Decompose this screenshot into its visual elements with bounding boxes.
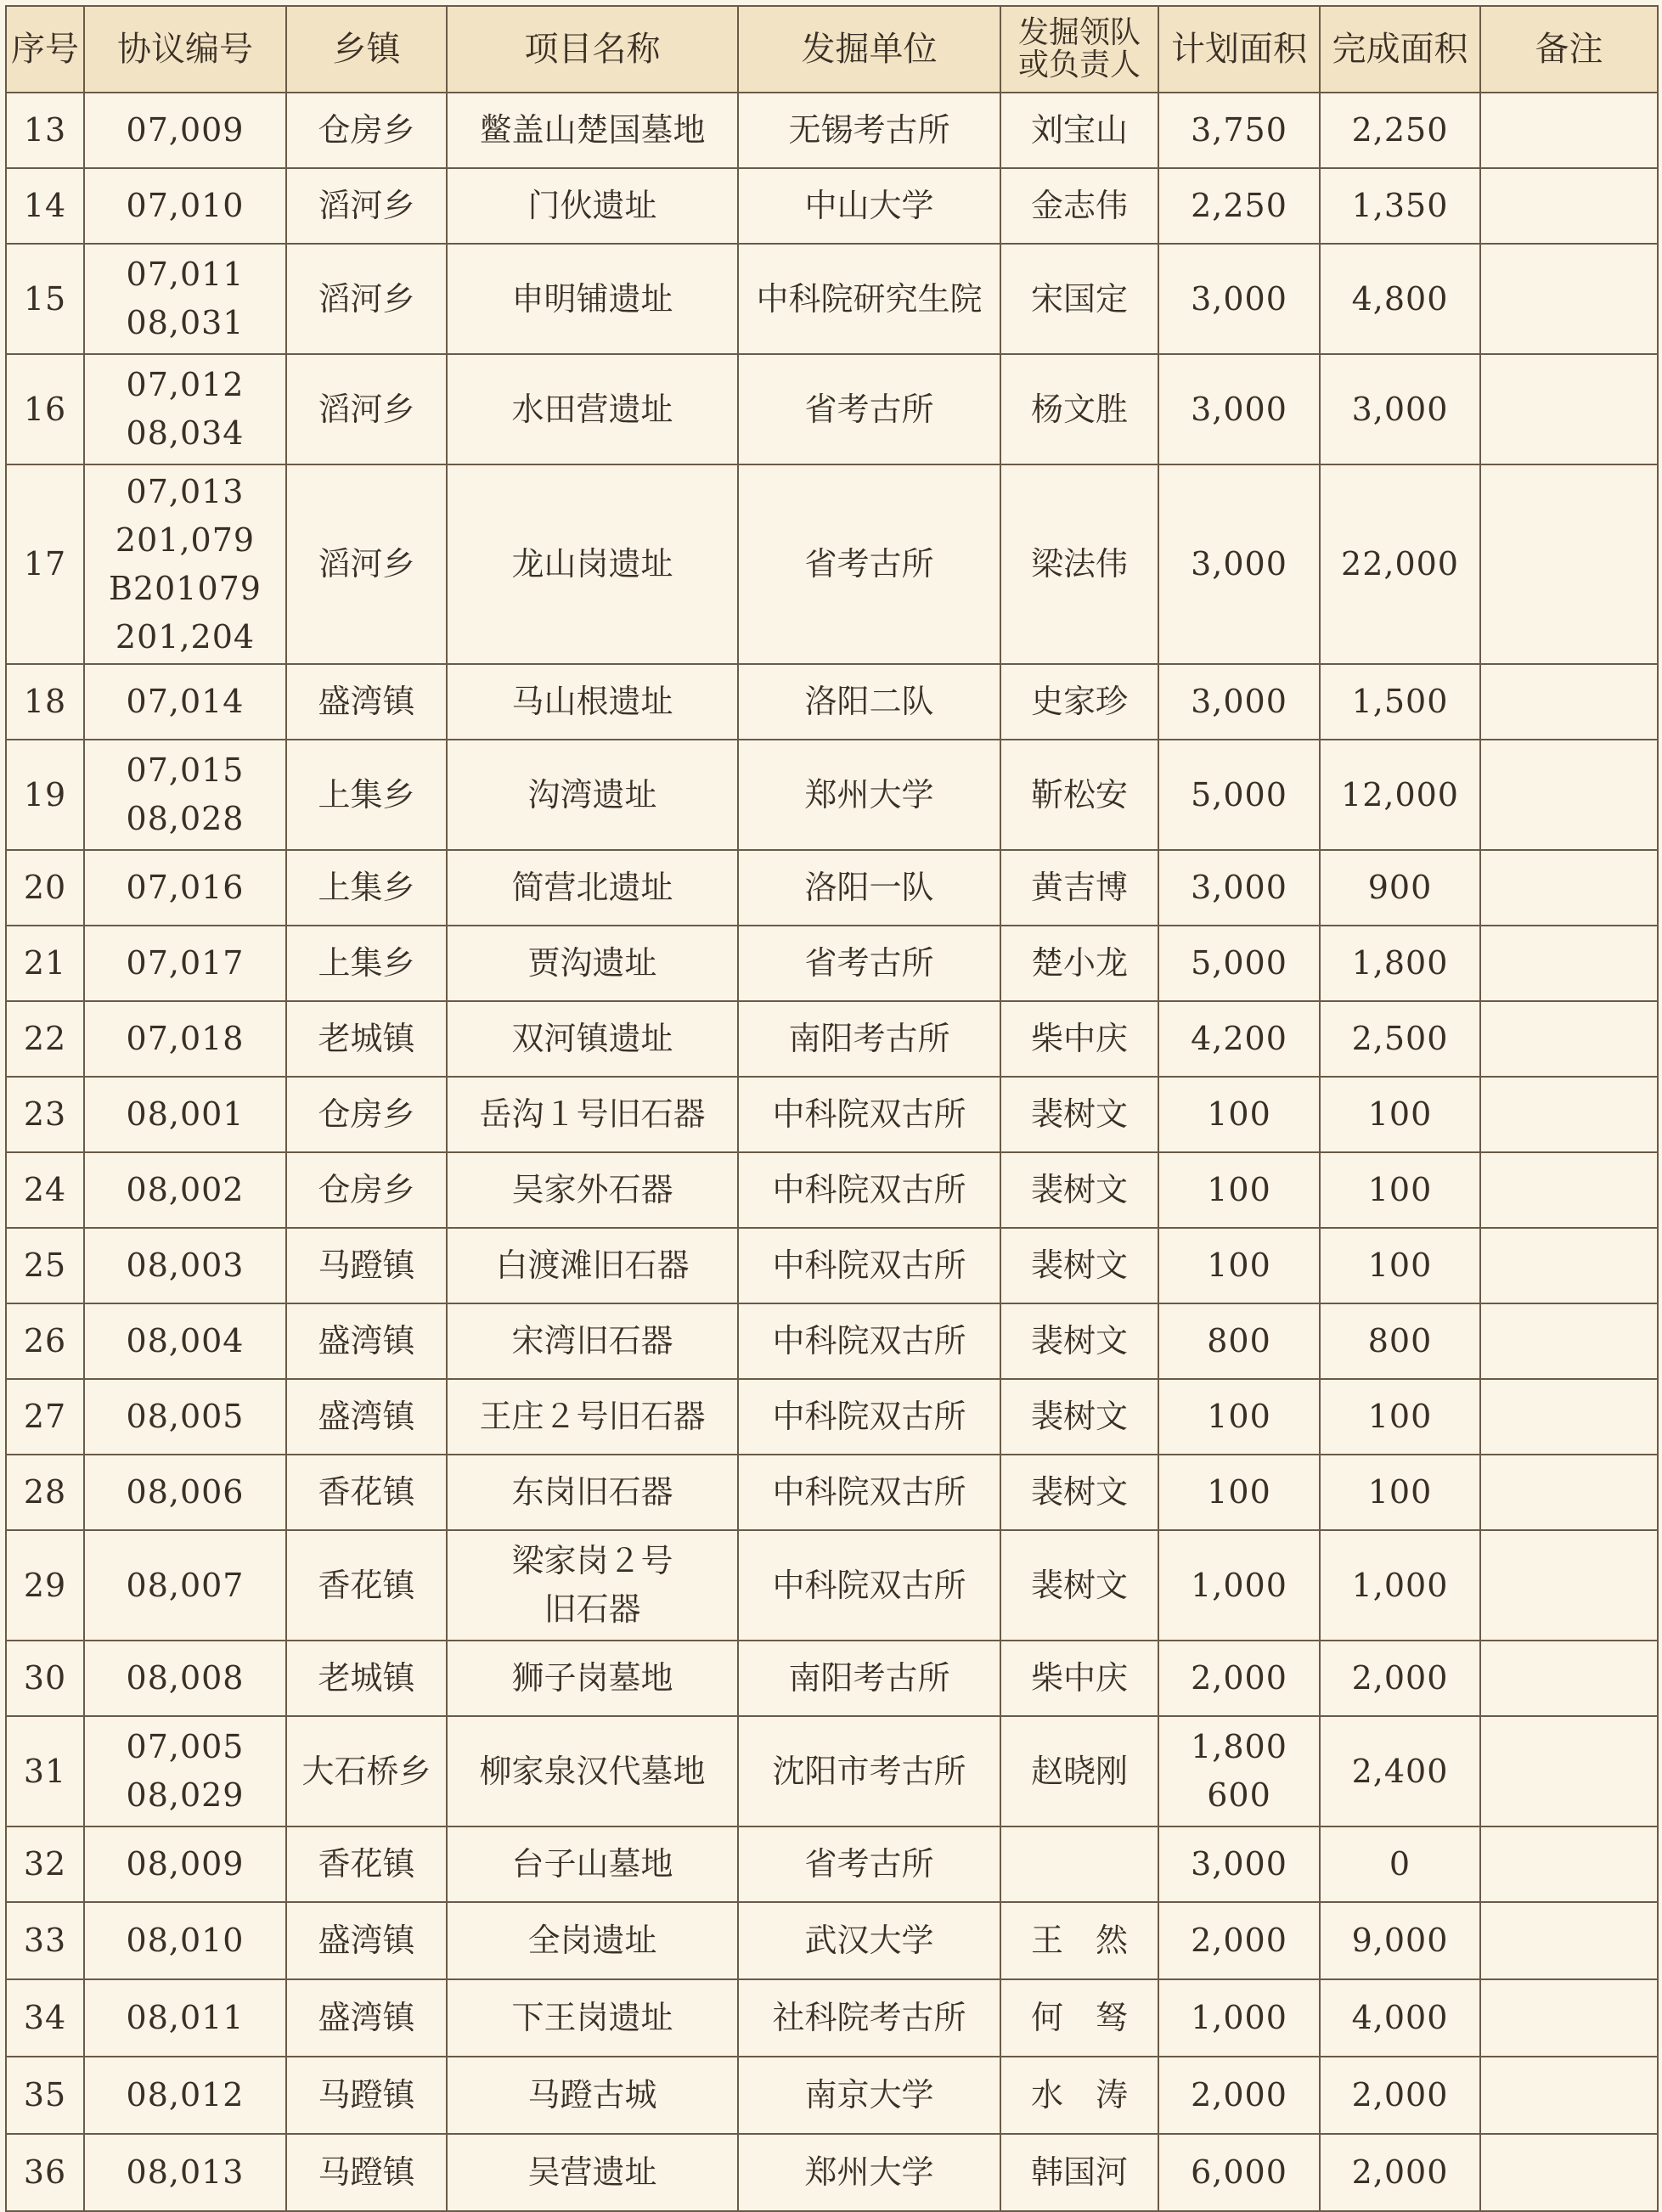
cell-no: 16 bbox=[6, 354, 84, 464]
cell-code: 08,008 bbox=[84, 1641, 286, 1716]
cell-note bbox=[1480, 93, 1658, 168]
cell-no: 21 bbox=[6, 926, 84, 1001]
cell-unit: 南阳考古所 bbox=[738, 1001, 1000, 1077]
header-cell-plan-area: 计划面积 bbox=[1158, 6, 1320, 93]
cell-code: 08,004 bbox=[84, 1303, 286, 1379]
cell-town: 盛湾镇 bbox=[286, 1379, 447, 1455]
table-row bbox=[6, 354, 1658, 464]
cell-plan-area: 100 bbox=[1158, 1077, 1320, 1152]
cell-code: 07,013 201,079 B201079 201,204 bbox=[84, 464, 286, 664]
cell-no: 29 bbox=[6, 1530, 84, 1641]
table-row bbox=[6, 1077, 1658, 1152]
cell-code: 08,005 bbox=[84, 1379, 286, 1455]
table-row bbox=[6, 1303, 1658, 1379]
table-header bbox=[6, 6, 1658, 93]
cell-leader: 梁法伟 bbox=[1000, 464, 1158, 664]
header-cell-no: 序号 bbox=[6, 6, 84, 93]
cell-plan-area: 3,750 bbox=[1158, 93, 1320, 168]
cell-note bbox=[1480, 1716, 1658, 1826]
cell-town: 马蹬镇 bbox=[286, 2057, 447, 2134]
cell-unit: 郑州大学 bbox=[738, 740, 1000, 850]
cell-no: 27 bbox=[6, 1379, 84, 1455]
cell-done-area: 2,000 bbox=[1320, 1641, 1480, 1716]
cell-done-area: 100 bbox=[1320, 1152, 1480, 1228]
cell-code: 08,003 bbox=[84, 1228, 286, 1303]
table-row bbox=[6, 926, 1658, 1001]
cell-unit: 中科院双古所 bbox=[738, 1303, 1000, 1379]
cell-unit: 无锡考古所 bbox=[738, 93, 1000, 168]
cell-code: 07,012 08,034 bbox=[84, 354, 286, 464]
cell-plan-area: 3,000 bbox=[1158, 664, 1320, 740]
cell-unit: 中科院研究生院 bbox=[738, 244, 1000, 354]
cell-project: 沟湾遗址 bbox=[447, 740, 738, 850]
cell-plan-area: 100 bbox=[1158, 1228, 1320, 1303]
cell-no: 35 bbox=[6, 2057, 84, 2134]
cell-unit: 郑州大学 bbox=[738, 2134, 1000, 2211]
cell-plan-area: 3,000 bbox=[1158, 464, 1320, 664]
cell-note bbox=[1480, 464, 1658, 664]
cell-project: 龙山岗遗址 bbox=[447, 464, 738, 664]
cell-plan-area: 5,000 bbox=[1158, 926, 1320, 1001]
cell-plan-area: 4,200 bbox=[1158, 1001, 1320, 1077]
header-cell-done-area: 完成面积 bbox=[1320, 6, 1480, 93]
cell-code: 08,006 bbox=[84, 1455, 286, 1530]
cell-note bbox=[1480, 1455, 1658, 1530]
cell-code: 08,009 bbox=[84, 1826, 286, 1902]
table-row bbox=[6, 93, 1658, 168]
cell-code: 07,018 bbox=[84, 1001, 286, 1077]
cell-town: 盛湾镇 bbox=[286, 1979, 447, 2057]
cell-no: 24 bbox=[6, 1152, 84, 1228]
cell-project: 白渡滩旧石器 bbox=[447, 1228, 738, 1303]
header-cell-unit: 发掘单位 bbox=[738, 6, 1000, 93]
cell-done-area: 2,000 bbox=[1320, 2134, 1480, 2211]
cell-leader: 水 涛 bbox=[1000, 2057, 1158, 2134]
cell-plan-area: 1,000 bbox=[1158, 1530, 1320, 1641]
header-cell-town: 乡镇 bbox=[286, 6, 447, 93]
cell-project: 门伙遗址 bbox=[447, 168, 738, 244]
cell-code: 08,011 bbox=[84, 1979, 286, 2057]
cell-note bbox=[1480, 1152, 1658, 1228]
cell-plan-area: 2,000 bbox=[1158, 1902, 1320, 1979]
table-row bbox=[6, 1455, 1658, 1530]
cell-done-area: 2,500 bbox=[1320, 1001, 1480, 1077]
cell-unit: 社科院考古所 bbox=[738, 1979, 1000, 2057]
table-row bbox=[6, 1641, 1658, 1716]
cell-leader: 楚小龙 bbox=[1000, 926, 1158, 1001]
cell-note bbox=[1480, 168, 1658, 244]
cell-done-area: 100 bbox=[1320, 1077, 1480, 1152]
cell-town: 滔河乡 bbox=[286, 464, 447, 664]
cell-town: 仓房乡 bbox=[286, 1077, 447, 1152]
cell-done-area: 900 bbox=[1320, 850, 1480, 926]
cell-plan-area: 3,000 bbox=[1158, 1826, 1320, 1902]
table-row bbox=[6, 1716, 1658, 1826]
cell-plan-area: 100 bbox=[1158, 1152, 1320, 1228]
cell-town: 香花镇 bbox=[286, 1455, 447, 1530]
cell-town: 滔河乡 bbox=[286, 354, 447, 464]
cell-unit: 省考古所 bbox=[738, 926, 1000, 1001]
cell-unit: 省考古所 bbox=[738, 464, 1000, 664]
cell-code: 07,016 bbox=[84, 850, 286, 926]
cell-project: 台子山墓地 bbox=[447, 1826, 738, 1902]
cell-leader: 金志伟 bbox=[1000, 168, 1158, 244]
cell-no: 32 bbox=[6, 1826, 84, 1902]
cell-town: 滔河乡 bbox=[286, 168, 447, 244]
cell-unit: 省考古所 bbox=[738, 1826, 1000, 1902]
cell-plan-area: 6,000 bbox=[1158, 2134, 1320, 2211]
table-row bbox=[6, 2057, 1658, 2134]
cell-no: 20 bbox=[6, 850, 84, 926]
cell-no: 28 bbox=[6, 1455, 84, 1530]
cell-code: 08,012 bbox=[84, 2057, 286, 2134]
cell-town: 盛湾镇 bbox=[286, 664, 447, 740]
table-row bbox=[6, 1001, 1658, 1077]
cell-leader: 韩国河 bbox=[1000, 2134, 1158, 2211]
cell-done-area: 100 bbox=[1320, 1228, 1480, 1303]
cell-done-area: 2,000 bbox=[1320, 2057, 1480, 2134]
cell-no: 36 bbox=[6, 2134, 84, 2211]
cell-code: 08,002 bbox=[84, 1152, 286, 1228]
header-cell-leader: 发掘领队 或负责人 bbox=[1000, 6, 1158, 93]
cell-no: 14 bbox=[6, 168, 84, 244]
table-row bbox=[6, 664, 1658, 740]
cell-project: 吴家外石器 bbox=[447, 1152, 738, 1228]
cell-done-area: 1,350 bbox=[1320, 168, 1480, 244]
cell-project: 宋湾旧石器 bbox=[447, 1303, 738, 1379]
cell-unit: 南阳考古所 bbox=[738, 1641, 1000, 1716]
cell-no: 26 bbox=[6, 1303, 84, 1379]
cell-note bbox=[1480, 1379, 1658, 1455]
cell-note bbox=[1480, 2057, 1658, 2134]
cell-done-area: 9,000 bbox=[1320, 1902, 1480, 1979]
cell-note bbox=[1480, 2134, 1658, 2211]
cell-town: 香花镇 bbox=[286, 1826, 447, 1902]
cell-note bbox=[1480, 1826, 1658, 1902]
cell-project: 下王岗遗址 bbox=[447, 1979, 738, 2057]
cell-note bbox=[1480, 1228, 1658, 1303]
cell-project: 岳沟１号旧石器 bbox=[447, 1077, 738, 1152]
cell-note bbox=[1480, 850, 1658, 926]
cell-unit: 南京大学 bbox=[738, 2057, 1000, 2134]
cell-leader: 柴中庆 bbox=[1000, 1641, 1158, 1716]
table-row bbox=[6, 1228, 1658, 1303]
header-cell-code: 协议编号 bbox=[84, 6, 286, 93]
cell-leader: 杨文胜 bbox=[1000, 354, 1158, 464]
cell-leader: 刘宝山 bbox=[1000, 93, 1158, 168]
cell-code: 07,015 08,028 bbox=[84, 740, 286, 850]
cell-note bbox=[1480, 1641, 1658, 1716]
cell-project: 贾沟遗址 bbox=[447, 926, 738, 1001]
cell-project: 全岗遗址 bbox=[447, 1902, 738, 1979]
cell-leader: 裴树文 bbox=[1000, 1303, 1158, 1379]
table-row bbox=[6, 850, 1658, 926]
cell-project: 狮子岗墓地 bbox=[447, 1641, 738, 1716]
cell-note bbox=[1480, 1530, 1658, 1641]
cell-leader: 裴树文 bbox=[1000, 1152, 1158, 1228]
table-row bbox=[6, 2134, 1658, 2211]
cell-plan-area: 3,000 bbox=[1158, 850, 1320, 926]
cell-done-area: 0 bbox=[1320, 1826, 1480, 1902]
cell-leader: 黄吉博 bbox=[1000, 850, 1158, 926]
cell-no: 23 bbox=[6, 1077, 84, 1152]
cell-note bbox=[1480, 1303, 1658, 1379]
cell-no: 30 bbox=[6, 1641, 84, 1716]
header-cell-project: 项目名称 bbox=[447, 6, 738, 93]
cell-project: 王庄２号旧石器 bbox=[447, 1379, 738, 1455]
cell-plan-area: 3,000 bbox=[1158, 244, 1320, 354]
header-row bbox=[6, 6, 1658, 93]
table-row bbox=[6, 168, 1658, 244]
cell-done-area: 1,500 bbox=[1320, 664, 1480, 740]
cell-project: 马蹬古城 bbox=[447, 2057, 738, 2134]
header-cell-note: 备注 bbox=[1480, 6, 1658, 93]
cell-project: 东岗旧石器 bbox=[447, 1455, 738, 1530]
cell-no: 19 bbox=[6, 740, 84, 850]
cell-town: 上集乡 bbox=[286, 850, 447, 926]
cell-unit: 省考古所 bbox=[738, 354, 1000, 464]
cell-town: 马蹬镇 bbox=[286, 2134, 447, 2211]
cell-plan-area: 3,000 bbox=[1158, 354, 1320, 464]
cell-project: 柳家泉汉代墓地 bbox=[447, 1716, 738, 1826]
table-row bbox=[6, 464, 1658, 664]
cell-unit: 中科院双古所 bbox=[738, 1530, 1000, 1641]
cell-no: 13 bbox=[6, 93, 84, 168]
cell-town: 盛湾镇 bbox=[286, 1902, 447, 1979]
cell-code: 08,013 bbox=[84, 2134, 286, 2211]
cell-leader: 柴中庆 bbox=[1000, 1001, 1158, 1077]
cell-done-area: 2,250 bbox=[1320, 93, 1480, 168]
cell-town: 大石桥乡 bbox=[286, 1716, 447, 1826]
cell-unit: 中山大学 bbox=[738, 168, 1000, 244]
cell-project: 简营北遗址 bbox=[447, 850, 738, 926]
table-row bbox=[6, 1152, 1658, 1228]
cell-plan-area: 1,000 bbox=[1158, 1979, 1320, 2057]
cell-done-area: 22,000 bbox=[1320, 464, 1480, 664]
cell-town: 滔河乡 bbox=[286, 244, 447, 354]
cell-code: 08,007 bbox=[84, 1530, 286, 1641]
cell-plan-area: 2,250 bbox=[1158, 168, 1320, 244]
cell-note bbox=[1480, 244, 1658, 354]
cell-done-area: 2,400 bbox=[1320, 1716, 1480, 1826]
cell-leader: 裴树文 bbox=[1000, 1379, 1158, 1455]
cell-code: 07,010 bbox=[84, 168, 286, 244]
cell-no: 18 bbox=[6, 664, 84, 740]
cell-no: 22 bbox=[6, 1001, 84, 1077]
cell-plan-area: 100 bbox=[1158, 1379, 1320, 1455]
cell-leader: 裴树文 bbox=[1000, 1077, 1158, 1152]
cell-note bbox=[1480, 1979, 1658, 2057]
cell-plan-area: 5,000 bbox=[1158, 740, 1320, 850]
cell-done-area: 3,000 bbox=[1320, 354, 1480, 464]
cell-unit: 洛阳一队 bbox=[738, 850, 1000, 926]
cell-plan-area: 800 bbox=[1158, 1303, 1320, 1379]
cell-note bbox=[1480, 1001, 1658, 1077]
cell-code: 07,011 08,031 bbox=[84, 244, 286, 354]
cell-leader: 裴树文 bbox=[1000, 1530, 1158, 1641]
cell-leader bbox=[1000, 1826, 1158, 1902]
cell-unit: 武汉大学 bbox=[738, 1902, 1000, 1979]
cell-town: 香花镇 bbox=[286, 1530, 447, 1641]
excavation-table bbox=[5, 5, 1659, 2212]
cell-code: 07,005 08,029 bbox=[84, 1716, 286, 1826]
cell-no: 31 bbox=[6, 1716, 84, 1826]
cell-done-area: 1,800 bbox=[1320, 926, 1480, 1001]
cell-done-area: 100 bbox=[1320, 1455, 1480, 1530]
table-row bbox=[6, 740, 1658, 850]
table-row bbox=[6, 1826, 1658, 1902]
cell-no: 25 bbox=[6, 1228, 84, 1303]
cell-town: 盛湾镇 bbox=[286, 1303, 447, 1379]
cell-town: 上集乡 bbox=[286, 926, 447, 1001]
cell-leader: 裴树文 bbox=[1000, 1455, 1158, 1530]
cell-leader: 史家珍 bbox=[1000, 664, 1158, 740]
cell-unit: 洛阳二队 bbox=[738, 664, 1000, 740]
cell-town: 马蹬镇 bbox=[286, 1228, 447, 1303]
cell-plan-area: 2,000 bbox=[1158, 2057, 1320, 2134]
cell-unit: 中科院双古所 bbox=[738, 1455, 1000, 1530]
cell-done-area: 800 bbox=[1320, 1303, 1480, 1379]
cell-note bbox=[1480, 926, 1658, 1001]
cell-no: 17 bbox=[6, 464, 84, 664]
cell-unit: 中科院双古所 bbox=[738, 1228, 1000, 1303]
cell-town: 仓房乡 bbox=[286, 93, 447, 168]
cell-done-area: 100 bbox=[1320, 1379, 1480, 1455]
cell-project: 水田营遗址 bbox=[447, 354, 738, 464]
cell-code: 08,001 bbox=[84, 1077, 286, 1152]
table-row bbox=[6, 244, 1658, 354]
cell-note bbox=[1480, 354, 1658, 464]
cell-note bbox=[1480, 1902, 1658, 1979]
cell-leader: 赵晓刚 bbox=[1000, 1716, 1158, 1826]
cell-unit: 沈阳市考古所 bbox=[738, 1716, 1000, 1826]
table-row bbox=[6, 1902, 1658, 1979]
cell-town: 仓房乡 bbox=[286, 1152, 447, 1228]
cell-note bbox=[1480, 664, 1658, 740]
cell-code: 07,009 bbox=[84, 93, 286, 168]
cell-no: 34 bbox=[6, 1979, 84, 2057]
cell-leader: 靳松安 bbox=[1000, 740, 1158, 850]
cell-note bbox=[1480, 740, 1658, 850]
cell-project: 鳖盖山楚国墓地 bbox=[447, 93, 738, 168]
cell-plan-area: 2,000 bbox=[1158, 1641, 1320, 1716]
cell-town: 老城镇 bbox=[286, 1001, 447, 1077]
cell-town: 上集乡 bbox=[286, 740, 447, 850]
cell-done-area: 1,000 bbox=[1320, 1530, 1480, 1641]
cell-done-area: 4,800 bbox=[1320, 244, 1480, 354]
cell-unit: 中科院双古所 bbox=[738, 1077, 1000, 1152]
cell-leader: 宋国定 bbox=[1000, 244, 1158, 354]
cell-code: 07,017 bbox=[84, 926, 286, 1001]
table-row bbox=[6, 1530, 1658, 1641]
cell-town: 老城镇 bbox=[286, 1641, 447, 1716]
cell-done-area: 4,000 bbox=[1320, 1979, 1480, 2057]
cell-no: 15 bbox=[6, 244, 84, 354]
cell-unit: 中科院双古所 bbox=[738, 1152, 1000, 1228]
table-row bbox=[6, 1979, 1658, 2057]
cell-note bbox=[1480, 1077, 1658, 1152]
cell-project: 梁家岗２号 旧石器 bbox=[447, 1530, 738, 1641]
table-body bbox=[6, 93, 1658, 2211]
cell-code: 08,010 bbox=[84, 1902, 286, 1979]
cell-leader: 裴树文 bbox=[1000, 1228, 1158, 1303]
cell-leader: 王 然 bbox=[1000, 1902, 1158, 1979]
cell-project: 申明铺遗址 bbox=[447, 244, 738, 354]
cell-code: 07,014 bbox=[84, 664, 286, 740]
cell-project: 吴营遗址 bbox=[447, 2134, 738, 2211]
table-row bbox=[6, 1379, 1658, 1455]
cell-project: 双河镇遗址 bbox=[447, 1001, 738, 1077]
cell-leader: 何 驽 bbox=[1000, 1979, 1158, 2057]
cell-unit: 中科院双古所 bbox=[738, 1379, 1000, 1455]
cell-plan-area: 100 bbox=[1158, 1455, 1320, 1530]
cell-no: 33 bbox=[6, 1902, 84, 1979]
cell-project: 马山根遗址 bbox=[447, 664, 738, 740]
cell-done-area: 12,000 bbox=[1320, 740, 1480, 850]
cell-plan-area: 1,800 600 bbox=[1158, 1716, 1320, 1826]
